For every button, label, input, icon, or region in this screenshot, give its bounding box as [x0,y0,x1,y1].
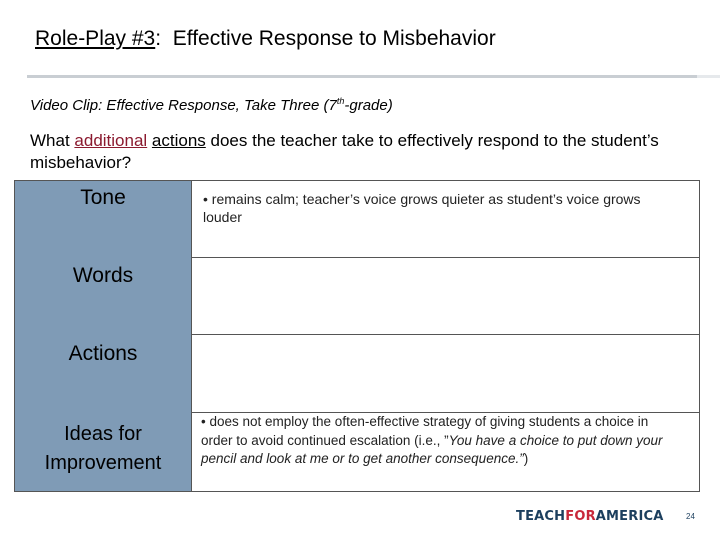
row-label-actions: Actions [68,342,138,365]
question-text-start: What [30,131,75,150]
logo-america: AMERICA [595,509,664,524]
subtitle-superscript: th [336,96,345,106]
logo-teach: TEACH [516,509,566,524]
row-label-tone: Tone [80,186,126,209]
title-colon: : [155,27,162,50]
title-roleplay-number: Role-Play #3 [35,27,156,50]
teach-for-america-logo [516,509,664,524]
title-divider [27,75,697,78]
video-clip-subtitle [30,96,393,114]
table-row-divider [192,257,700,258]
discussion-question [30,130,700,174]
row-label-line1: Ideas for [64,423,142,445]
question-underlined-actions: actions [151,131,206,150]
subtitle-end: -grade) [344,97,393,114]
row-text-ideas-for-improvement [201,413,681,469]
subtitle-text: Video Clip: Effective Response, Take Three (7 [30,97,337,114]
row-label-line2: Improvement [44,452,162,474]
page-number: 24 [686,512,695,521]
improvement-quote: You have a choice to put down your pencil and look at me or to get another consequence.” [201,432,663,466]
improvement-text-end: ) [523,451,529,466]
title-divider-end [697,75,720,78]
table-row-divider [192,334,700,335]
row-text-tone: • remains calm; teacher’s voice grows quieter as student’s voice grows louder [203,191,641,225]
row-label-words: Words [72,264,134,287]
slide-title [35,27,496,51]
row-label-ideas-for-improvement [14,420,192,478]
question-text-end: does the teacher take to effectively respond to the student’s misbehavior? [30,131,659,172]
logo-for: FOR [565,509,596,524]
title-text: Effective Response to Misbehavior [161,27,496,50]
question-highlight-additional: additional [74,131,148,150]
improvement-text: • does not employ the often-effective strategy of giving students a choice in order to avoid continued escalation (i.e., ” [201,414,649,448]
